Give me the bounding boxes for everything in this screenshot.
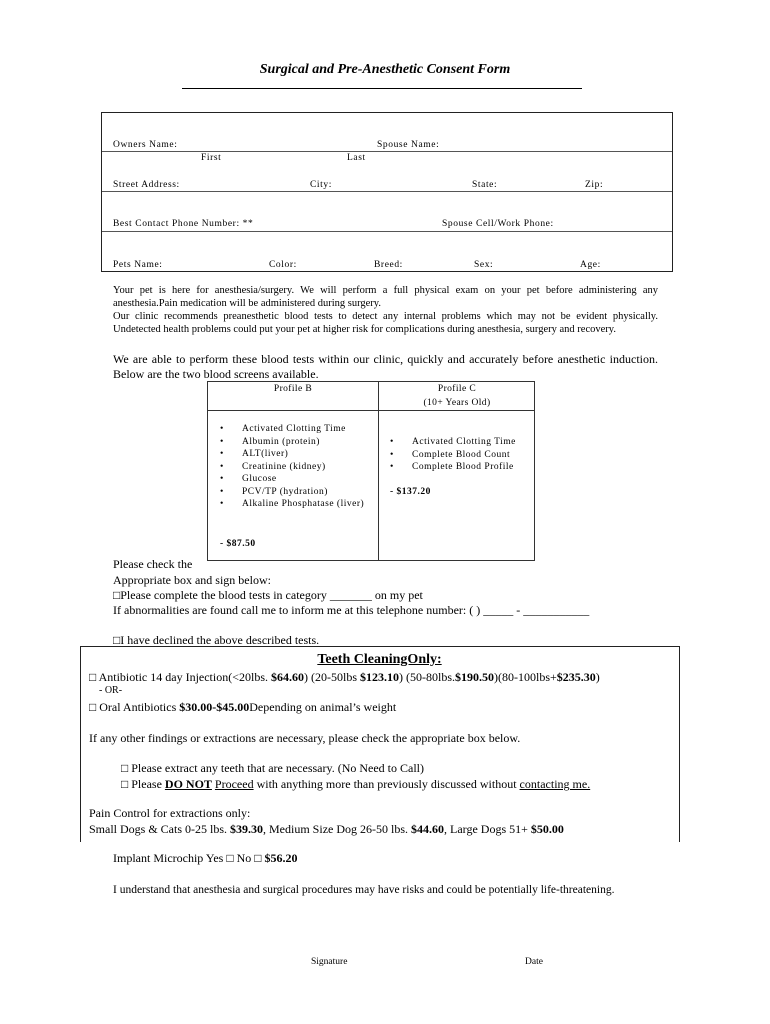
option-text: contacting me. — [519, 777, 591, 791]
emphasis: DO NOT — [164, 777, 212, 791]
profile-c-list — [388, 436, 534, 474]
city-label: City: — [310, 180, 333, 190]
option-text: Depending on animal’s weight — [249, 700, 397, 714]
declined-tests-checkbox[interactable]: □I have declined the above described tests. — [113, 633, 320, 645]
price: $123.10 — [360, 670, 399, 684]
option-text: with anything more than previously discussed without — [253, 777, 520, 791]
signature-label: Signature — [311, 957, 348, 967]
intro-paragraph-1: Your pet is here for anesthesia/surgery. We will perform a full physical exam on your pet before administering any anesthesia.Pain medication will be administered during surgery. — [113, 285, 658, 310]
teeth-heading: Teeth CleaningOnly: — [317, 652, 442, 667]
do-not-proceed-option[interactable] — [121, 777, 590, 792]
price: $64.60 — [271, 670, 304, 684]
antibiotic-injection-option[interactable] — [89, 670, 600, 685]
risk-statement: I understand that anesthesia and surgical procedures may have risks and could be potentially life-threatening. — [113, 884, 615, 896]
pain-control-title: Pain Control for extractions only: — [89, 806, 251, 820]
option-text: Small Dogs & Cats 0-25 lbs. — [89, 822, 231, 836]
pets-name-label: Pets Name: — [113, 260, 163, 270]
list-item: • Activated Clotting Time — [388, 436, 534, 449]
option-text: ) — [595, 670, 600, 684]
list-item: • ALT(liver) — [218, 448, 368, 461]
option-text: ) (20-50lbs — [304, 670, 360, 684]
list-item: • Alkaline Phosphatase (liver) — [218, 498, 368, 511]
option-text: , Medium Size Dog 26-50 lbs. — [263, 822, 412, 836]
divider — [102, 231, 672, 232]
title-underline — [182, 88, 582, 89]
teeth-cleaning-box — [80, 646, 680, 842]
oral-antibiotics-option[interactable] — [89, 700, 396, 715]
list-item: • Albumin (protein) — [218, 436, 368, 449]
divider — [102, 151, 672, 152]
age-label: Age: — [580, 260, 601, 270]
owners-name-label: Owners Name: — [113, 140, 178, 150]
breed-label: Breed: — [374, 260, 403, 270]
option-text: ) (50-80lbs. — [399, 670, 455, 684]
price: $39.30 — [230, 822, 264, 836]
price: $190.50 — [455, 670, 494, 684]
option-text: □ Antibiotic 14 day Injection(<20lbs. — [89, 670, 271, 684]
color-label: Color: — [269, 260, 297, 270]
list-item: • Glucose — [218, 473, 368, 486]
form-title: Surgical and Pre-Anesthetic Consent Form — [259, 62, 511, 77]
date-label: Date — [525, 957, 543, 967]
list-item: • Complete Blood Count — [388, 449, 534, 462]
option-text: , Large Dogs 51+ — [444, 822, 531, 836]
profile-b-list — [218, 423, 368, 511]
profile-c-title: Profile C — [437, 384, 477, 394]
list-item: • Creatinine (kidney) — [218, 461, 368, 474]
list-item: • PCV/TP (hydration) — [218, 486, 368, 499]
option-text: □ Oral Antibiotics — [89, 700, 180, 714]
price: $50.00 — [530, 822, 564, 836]
sex-label: Sex: — [474, 260, 494, 270]
owner-info-box — [101, 112, 673, 272]
state-label: State: — [472, 180, 498, 190]
option-text: Implant Microchip Yes □ No □ — [113, 851, 265, 865]
option-text: □ Please — [121, 777, 165, 791]
findings-instruction: If any other findings or extractions are necessary, please check the appropriate box below. — [89, 731, 521, 745]
divider — [102, 191, 672, 192]
spouse-name-label: Spouse Name: — [377, 140, 440, 150]
price: $235.30 — [556, 670, 596, 684]
spouse-phone-label: Spouse Cell/Work Phone: — [442, 219, 554, 229]
profile-b-price: - $87.50 — [220, 539, 256, 549]
blood-test-checkbox[interactable]: □Please complete the blood tests in category _______ on my pet — [113, 588, 423, 602]
check-instruction-1: Please check the — [113, 557, 193, 571]
last-name-label: Last — [347, 153, 366, 163]
option-text: Proceed — [214, 777, 254, 791]
list-item: • Activated Clotting Time — [218, 423, 368, 436]
price: $56.20 — [264, 851, 298, 865]
profile-c-subtitle: (10+ Years Old) — [423, 398, 491, 408]
abnormalities-phone: If abnormalities are found call me to inform me at this telephone number: ( ) _____ - ___________ — [113, 603, 590, 617]
profile-table — [207, 381, 535, 561]
price: $44.60 — [411, 822, 445, 836]
option-text: )(80-100lbs+ — [494, 670, 557, 684]
or-separator: - OR- — [99, 685, 123, 696]
profile-c-price: - $137.20 — [390, 487, 431, 497]
street-address-label: Street Address: — [113, 180, 180, 190]
check-instruction-2: Appropriate box and sign below: — [113, 573, 271, 587]
divider — [208, 410, 534, 411]
pain-control-prices — [89, 822, 564, 837]
profile-b-title: Profile B — [273, 384, 313, 394]
list-item: • Complete Blood Profile — [388, 461, 534, 474]
contact-phone-label: Best Contact Phone Number: ** — [113, 219, 254, 229]
microchip-option[interactable] — [113, 851, 298, 866]
zip-label: Zip: — [585, 180, 604, 190]
intro-paragraph-2: Our clinic recommends preanesthetic blood tests to detect any internal problems which may not be evident physically. Undetected health problems could put your pet at higher risk for complications during anesthesia, surgery and recovery. — [113, 311, 658, 336]
first-name-label: First — [201, 153, 222, 163]
extract-teeth-option[interactable]: □ Please extract any teeth that are necessary. (No Need to Call) — [121, 761, 425, 775]
price: $30.00-$45.00 — [179, 700, 250, 714]
intro-paragraph-3: We are able to perform these blood tests within our clinic, quickly and accurately before anesthetic induction. Below are the two blood screens available. — [113, 352, 658, 381]
